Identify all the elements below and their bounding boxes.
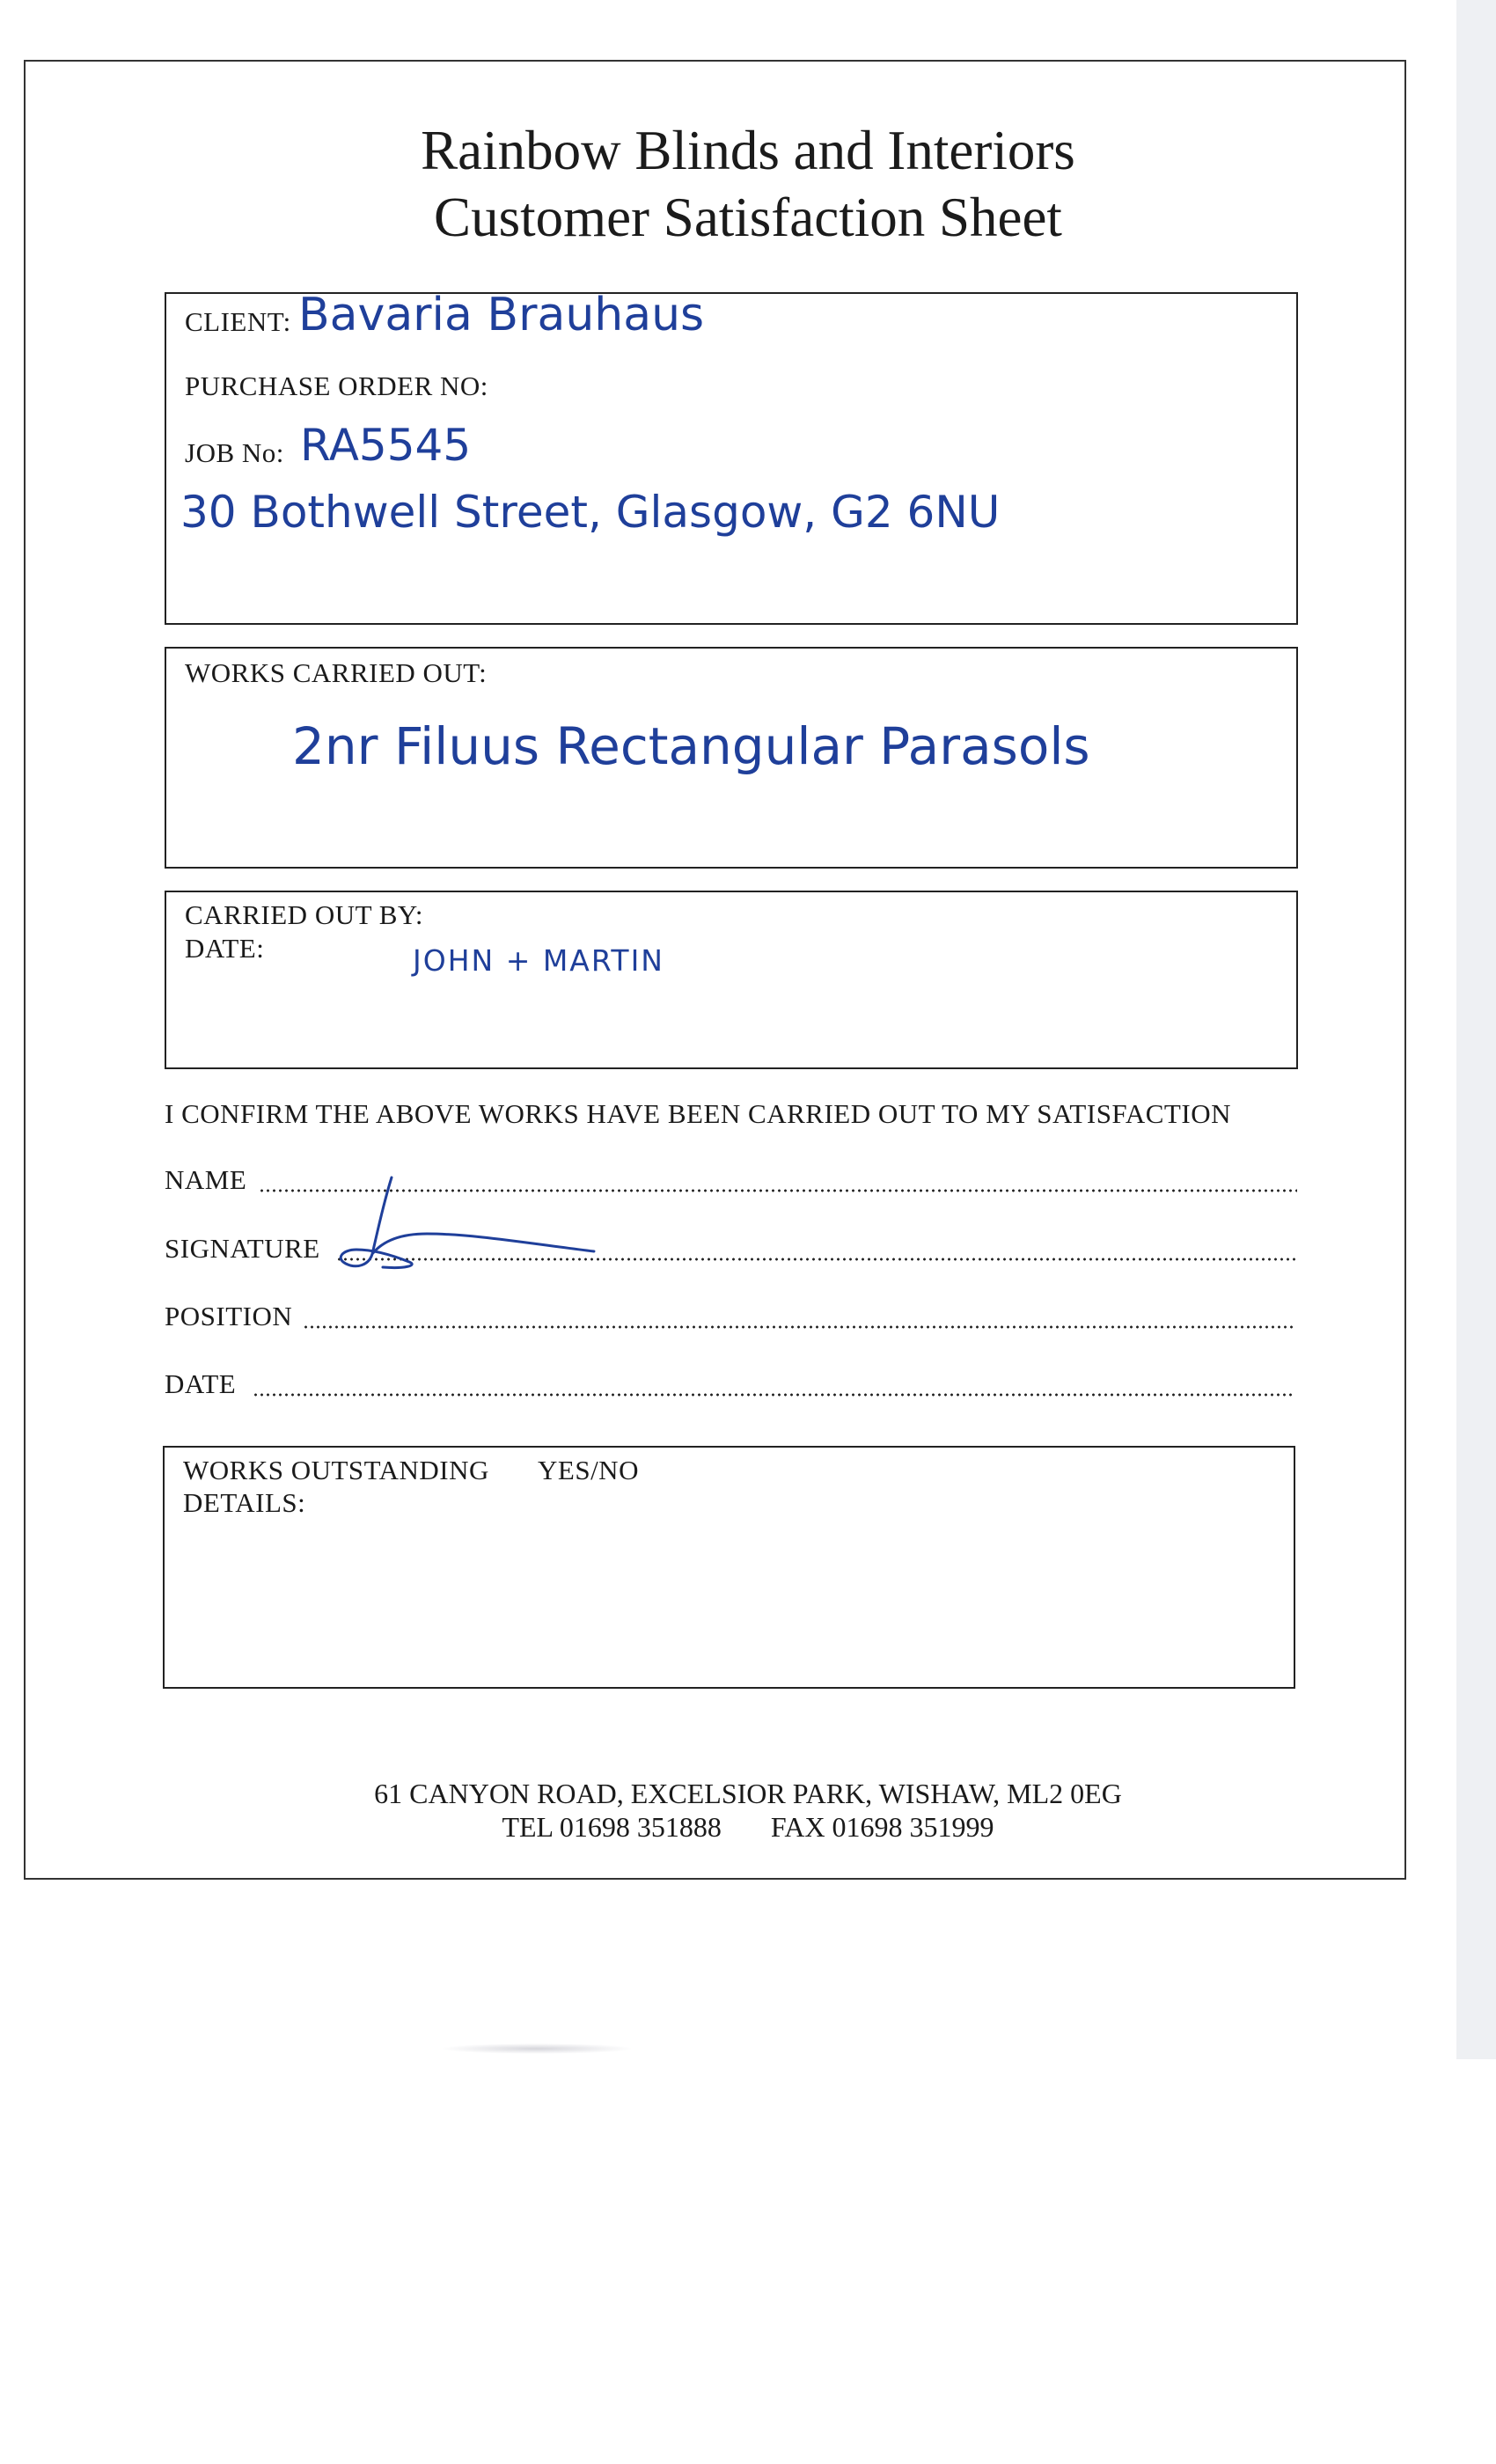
- company-title: Rainbow Blinds and Interiors: [421, 120, 1075, 181]
- carried-out-by-box: [165, 891, 1298, 1069]
- footer-address: 61 CANYON ROAD, EXCELSIOR PARK, WISHAW, ML2 0EG: [374, 1778, 1122, 1809]
- client-value: Bavaria Brauhaus: [298, 289, 705, 341]
- carried-out-by-label: CARRIED OUT BY:: [185, 899, 424, 930]
- works-carried-out-box: [165, 647, 1298, 869]
- works-outstanding-box: [163, 1446, 1295, 1689]
- client-box: [165, 289, 1298, 625]
- footer-contact: [0, 1811, 1496, 1844]
- works-carried-out-label: WORKS CARRIED OUT:: [185, 657, 488, 688]
- scan-smudge: [440, 2043, 634, 2054]
- name-label: NAME: [165, 1164, 247, 1195]
- form-title: Customer Satisfaction Sheet: [434, 187, 1062, 248]
- client-label: CLIENT:: [185, 306, 291, 337]
- details-label: DETAILS:: [183, 1487, 306, 1518]
- works-outstanding-label: WORKS OUTSTANDING: [183, 1455, 489, 1485]
- footer-tel: TEL 01698 351888: [502, 1811, 722, 1843]
- date-label: DATE: [165, 1368, 237, 1399]
- date-dotted-line: [253, 1393, 1294, 1397]
- scan-edge-shadow: [1456, 0, 1496, 2059]
- confirmation-statement: I CONFIRM THE ABOVE WORKS HAVE BEEN CARRIED OUT TO MY SATISFACTION: [165, 1098, 1231, 1129]
- position-row: [165, 1301, 1300, 1336]
- carried-date-label: DATE:: [185, 933, 265, 964]
- signature-label: SIGNATURE: [165, 1233, 320, 1264]
- works-carried-out-value: 2nr Filuus Rectangular Parasols: [292, 716, 1090, 776]
- date-row: [165, 1368, 1300, 1404]
- job-no-label: JOB No:: [185, 437, 284, 468]
- purchase-order-label: PURCHASE ORDER NO:: [185, 370, 488, 401]
- job-no-value: RA5545: [300, 420, 472, 471]
- signature-scribble: [321, 1170, 603, 1276]
- position-dotted-line: [303, 1325, 1294, 1329]
- carried-out-by-value: JOHN + MARTIN: [413, 943, 664, 978]
- yes-no-label: YES/NO: [538, 1455, 639, 1485]
- footer-fax: FAX 01698 351999: [770, 1811, 994, 1843]
- address-value: 30 Bothwell Street, Glasgow, G2 6NU: [180, 487, 1001, 538]
- position-label: POSITION: [165, 1301, 293, 1331]
